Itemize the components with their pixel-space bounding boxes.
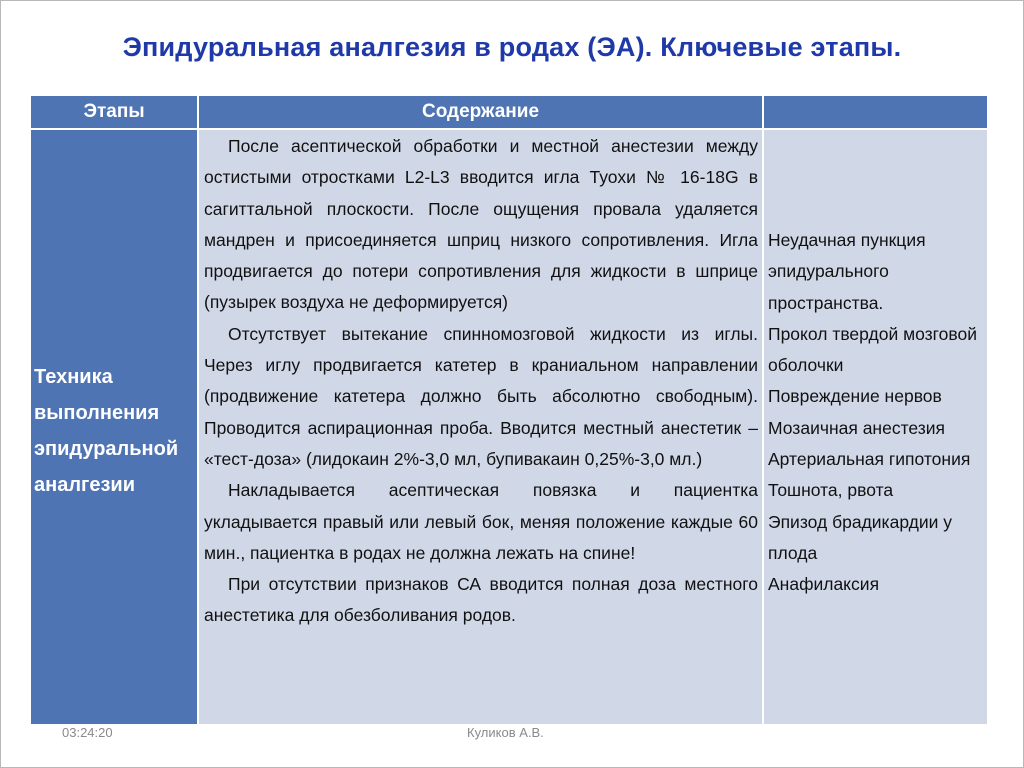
complication-item: Мозаичная анестезия [768,417,946,438]
stages-table [29,94,989,726]
stage-cell: Техника выполнения эпидуральной аналгезии [30,129,198,725]
content-paragraph-3: Накладывается асептическая повязка и пациентка укладывается правый или левый бок, меняя положение каждые 60 мин., пациентка в родах не должна лежать на спине! [204,480,758,563]
footer-time: 03:24:20 [62,725,113,740]
slide-title: Эпидуральная аналгезия в родах (ЭА). Ключевые этапы. [122,32,902,62]
complication-item: Неудачная пункция эпидурального пространства. [768,230,926,313]
complication-item: Прокол твердой мозговой оболочки [768,323,978,376]
header-stages: Этапы [30,95,198,129]
complication-item: Анафилаксия [768,574,880,595]
complication-item: Тошнота, рвота [768,480,894,501]
footer-author: Куликов А.В. [467,725,544,740]
content-paragraph-1: После асептической обработки и местной анестезии между остистыми отростками L2-L3 вводится игла Туохи № 16-18G в сагиттальной плоскости. После ощущения провала удаляется мандрен и присоединяется шприц низкого сопротивления. Игла продвигается до потери сопротивления для жидкости в шприце (пузырек воздуха не деформируется) [204,136,758,313]
header-row [30,95,988,129]
content-paragraph-4: При отсутствии признаков СА вводится полная доза местного анестетика для обезболивания родов. [204,574,758,626]
complication-item: Повреждение нервов [768,386,942,407]
table-row [30,129,988,725]
header-content: Содержание [198,95,763,129]
complications-cell [763,129,988,725]
complication-item: Эпизод брадикардии у плода [768,511,953,563]
content-cell [198,129,763,725]
complication-item: Артериальная гипотония [768,449,971,470]
content-paragraph-2: Отсутствует вытекание спинномозговой жидкости из иглы. Через иглу продвигается катетер в краниальном направлении (продвижение катетера должно быть абсолютно свободным). Проводится аспирационная проба. Вводится местный анестетик – «тест-доза» (лидокаин 2%-3,0 мл, бупивакаин 0,25%-3,0 мл.) [204,323,758,469]
header-complications [763,95,988,129]
